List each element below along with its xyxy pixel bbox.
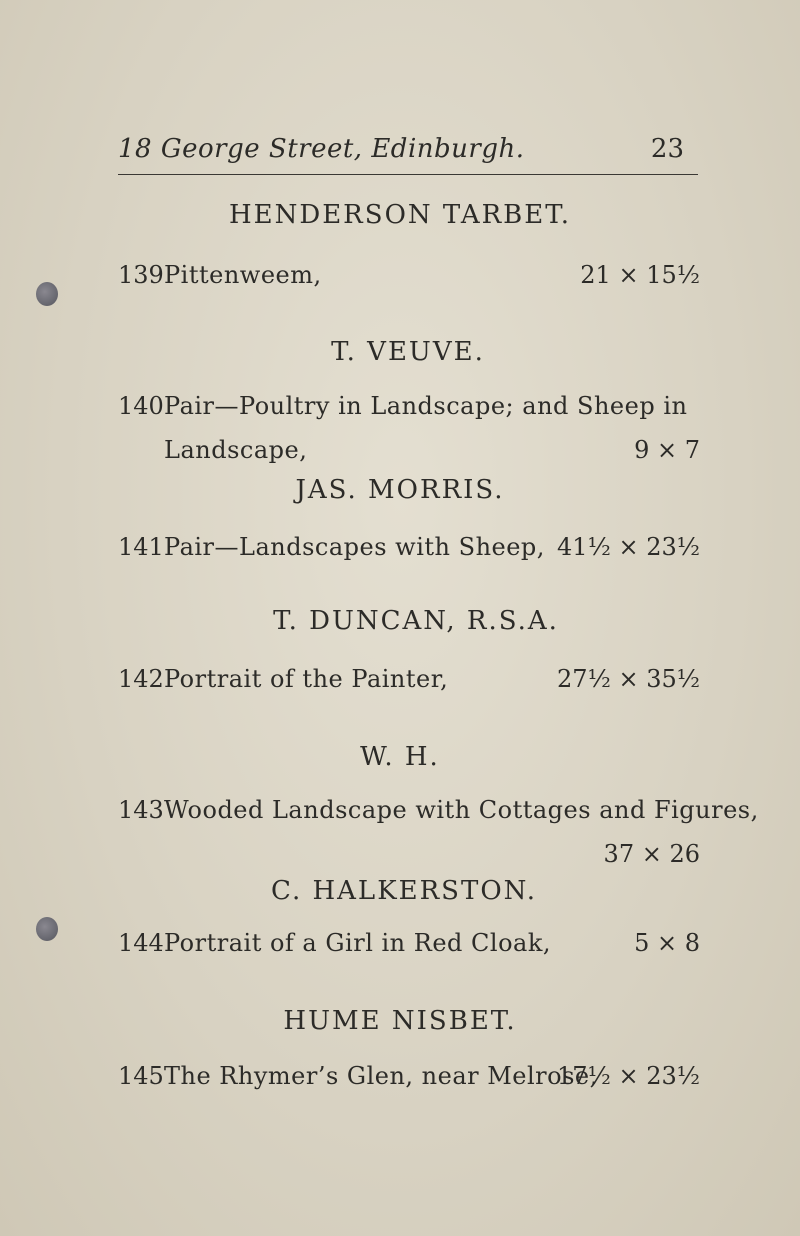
- page-header: [118, 134, 698, 175]
- artwork-title: Pair—Landscapes with Sheep,: [164, 533, 545, 561]
- artwork-title: Portrait of the Painter,: [164, 665, 449, 693]
- artwork-title: Pittenweem,: [164, 261, 322, 289]
- lot-number: 140: [118, 392, 164, 420]
- artist-heading: T. DUNCAN, R.S.A.: [273, 606, 559, 636]
- artist-heading: JAS. MORRIS.: [295, 475, 505, 505]
- punch-hole-bottom: [36, 917, 58, 941]
- artwork-dimensions: 9 × 7: [634, 436, 700, 464]
- artwork-title-continued: Landscape,: [164, 436, 308, 464]
- artwork-title: Wooded Landscape with Cottages and Figures,: [164, 796, 759, 824]
- artwork-dimensions: 37 × 26: [603, 840, 700, 868]
- lot-number: 141: [118, 533, 164, 561]
- artwork-dimensions: 27½ × 35½: [557, 665, 700, 693]
- artwork-dimensions: 17½ × 23½: [557, 1062, 700, 1090]
- artist-heading: HENDERSON TARBET.: [228, 200, 572, 230]
- artwork-title: Pair—Poultry in Landscape; and Sheep in: [164, 392, 688, 420]
- artist-heading: HUME NISBET.: [283, 1006, 517, 1036]
- lot-number: 143: [118, 796, 164, 824]
- artwork-dimensions: 41½ × 23½: [557, 533, 700, 561]
- artwork-dimensions: 21 × 15½: [580, 261, 700, 289]
- header-address: 18 George Street, Edinburgh.: [118, 134, 525, 164]
- page-number: 23: [650, 134, 684, 164]
- artwork-title: The Rhymer’s Glen, near Melrose,: [164, 1062, 598, 1090]
- artist-heading: W. H.: [360, 742, 440, 772]
- lot-number: 139: [118, 261, 164, 289]
- lot-number: 144: [118, 929, 164, 957]
- lot-number: 145: [118, 1062, 164, 1090]
- lot-number: 142: [118, 665, 164, 693]
- artwork-dimensions: 5 × 8: [634, 929, 700, 957]
- artist-heading: T. VEUVE.: [331, 337, 485, 367]
- artwork-title: Portrait of a Girl in Red Cloak,: [164, 929, 551, 957]
- artist-heading: C. HALKERSTON.: [270, 876, 537, 906]
- punch-hole-top: [36, 282, 58, 306]
